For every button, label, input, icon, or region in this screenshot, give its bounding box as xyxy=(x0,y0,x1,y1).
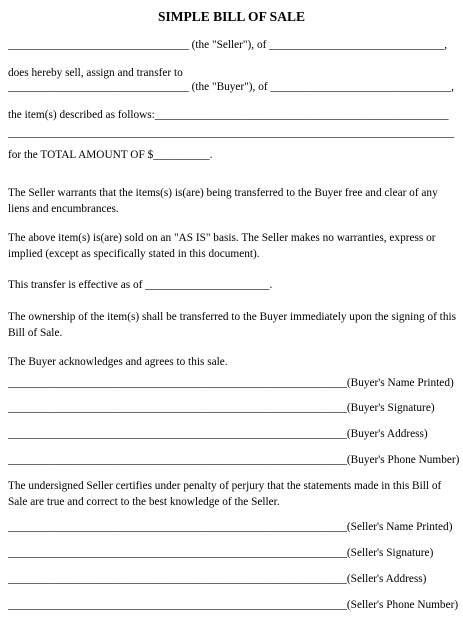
buyer-signature-field: ____________________________________________________________(Buyer's Signature) xyxy=(8,402,435,414)
buyer-line: ________________________________ (the "Buyer"), of ________________________________, xyxy=(8,81,455,93)
document-title: SIMPLE BILL OF SALE xyxy=(158,9,305,24)
warranty-paragraph: The Seller warrants that the items(s) is(are) being transferred to the Buyer free and clear of any liens and encumbrances. xyxy=(8,187,438,215)
ownership-paragraph: The ownership of the item(s) shall be transferred to the Buyer immediately upon the signing of this Bill of Sale. xyxy=(8,311,457,339)
effective-date-paragraph: This transfer is effective as of ______________________. xyxy=(8,279,273,291)
seller-name-field: ____________________________________________________________(Seller's Name Printed) xyxy=(8,521,453,533)
buyer-address-field: ____________________________________________________________(Buyer's Address) xyxy=(8,428,428,440)
seller-signature-field: ____________________________________________________________(Seller's Signature) xyxy=(8,547,434,559)
seller-line: ________________________________ (the "Seller"), of _______________________________, xyxy=(8,39,448,51)
transfer-intro: does hereby sell, assign and transfer to xyxy=(8,67,183,79)
seller-address-field: ____________________________________________________________(Seller's Address) xyxy=(8,573,427,585)
buyer-phone-field: ____________________________________________________________(Buyer's Phone Number) xyxy=(8,454,460,466)
total-amount-line: for the TOTAL AMOUNT OF $__________. xyxy=(8,149,213,161)
items-blank-line: _______________________________________________________________________________ xyxy=(8,127,455,139)
seller-certification-paragraph: The undersigned Seller certifies under penalty of perjury that the statements made in this Bill of Sale are true and correct to the best knowledge of the Seller. xyxy=(8,480,442,508)
as-is-paragraph: The above item(s) is(are) sold on an "AS IS" basis. The Seller makes no warranties, express or implied (except as specifically stated in this document). xyxy=(8,232,436,260)
seller-phone-field: ____________________________________________________________(Seller's Phone Number) xyxy=(8,599,459,611)
items-line: the item(s) described as follows:____________________________________________________ xyxy=(8,109,449,121)
buyer-name-field: ____________________________________________________________(Buyer's Name Printed) xyxy=(8,377,454,389)
buyer-acknowledgement: The Buyer acknowledges and agrees to this sale. xyxy=(8,356,228,368)
